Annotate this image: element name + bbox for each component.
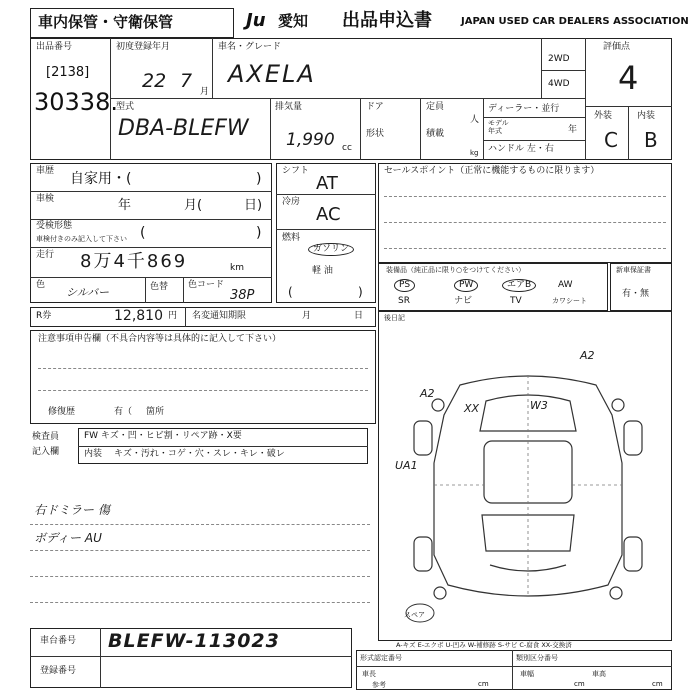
color-code-label: 色コード xyxy=(188,280,225,290)
divider xyxy=(483,140,585,141)
mileage-label: 走行 xyxy=(36,250,55,260)
sales-points-label: セールスポイント（正常に機能するものに限ります） xyxy=(384,166,600,176)
repair-value: 有（ xyxy=(114,407,133,417)
mileage-unit: km xyxy=(230,263,244,273)
divider xyxy=(185,307,186,327)
displacement-label: 排気量 xyxy=(275,102,303,112)
color-change-label: 色替 xyxy=(150,282,169,292)
divider xyxy=(585,38,586,160)
color-label: 色 xyxy=(36,280,46,290)
displacement-value: 1,990 xyxy=(286,130,335,150)
divider xyxy=(356,666,672,667)
inspector-row2-label: 内装 xyxy=(84,449,103,459)
rule xyxy=(38,368,368,369)
warranty-label: 新車保証書 xyxy=(616,266,651,274)
model-year-label: モデル 年式 xyxy=(488,119,509,135)
inspection-day: 日) xyxy=(244,198,263,213)
inspector-row1: FW キズ・凹・ヒビ割・リペア跡・X要 xyxy=(84,431,242,441)
inspector-row2: キズ・汚れ・コゲ・穴・スレ・キレ・破レ xyxy=(114,449,285,459)
aircon-value: AC xyxy=(316,204,341,225)
repair-unit: 箇所 xyxy=(146,407,165,417)
inspector-label-top: 検査員 xyxy=(32,432,60,442)
rule xyxy=(384,248,666,249)
load-unit: kg xyxy=(470,149,479,157)
receipt-open: ( xyxy=(140,225,146,241)
first-registration-label: 初度登録年月 xyxy=(116,42,171,52)
cert-label: 形式認定番号 xyxy=(360,654,402,662)
model-name: AXELA xyxy=(228,60,316,88)
divider xyxy=(30,191,272,192)
rule xyxy=(30,524,370,525)
drive-2wd: 2WD xyxy=(548,54,570,64)
chassis-value: BLEFW-113023 xyxy=(108,630,280,652)
warranty-value: 有・無 xyxy=(622,289,650,299)
shift-value: AT xyxy=(316,173,338,194)
lot-number: 30338. xyxy=(34,88,118,116)
deadline-label: 名変通知期限 xyxy=(192,311,247,321)
deadline-month: 月 xyxy=(302,311,312,321)
rule xyxy=(384,222,666,223)
fuel-diesel: 軽 油 xyxy=(312,266,333,276)
form-title: 出品申込書 xyxy=(342,10,432,31)
divider xyxy=(541,70,585,71)
load-label: 積載 xyxy=(426,129,445,139)
damage-legend: A-キズ E-エクボ U-凹み W-補修跡 S-サビ C-腐食 XX-交換済 xyxy=(396,641,572,649)
history-value: 自家用・( xyxy=(70,171,132,187)
divider xyxy=(270,98,271,160)
capacity-unit: 人 xyxy=(470,115,480,125)
divider xyxy=(483,117,585,118)
vehicle-info-grid xyxy=(30,38,672,160)
type-value: DBA-BLEFW xyxy=(118,116,249,141)
dealer-label: ディーラー・並行 xyxy=(488,104,560,114)
capacity-label: 定員 xyxy=(426,102,445,112)
color-code: 38P xyxy=(230,288,255,303)
height-unit: cm xyxy=(652,680,663,688)
divider xyxy=(183,277,184,303)
divider xyxy=(628,106,629,160)
equipment-aw: AW xyxy=(558,280,573,290)
equipment-tv: TV xyxy=(510,296,522,306)
reference-label: 参考 xyxy=(372,681,386,689)
lot-number-label: 出品番号 xyxy=(36,42,73,52)
divider xyxy=(78,446,368,447)
divider xyxy=(30,247,272,248)
registration-number-label: 登録番号 xyxy=(40,666,77,676)
model-grade-label: 車名・グレード xyxy=(218,42,282,52)
notes-label: 注意事項申告欄（不具合内容等は具体的に記入して下さい） xyxy=(38,334,282,344)
width-unit: cm xyxy=(574,680,585,688)
deadline-day: 日 xyxy=(354,311,364,321)
spec-block xyxy=(356,650,672,690)
ticket-value: 12,810 xyxy=(114,308,163,324)
divider xyxy=(212,38,213,98)
interior-grade: B xyxy=(644,128,658,152)
history-label: 車歴 xyxy=(36,166,55,176)
exterior-label: 外装 xyxy=(594,111,613,121)
shape-label: 形状 xyxy=(366,129,385,139)
inspector-label-bottom: 記入欄 xyxy=(32,447,60,457)
receipt-note: 車検付きのみ記入して下さい xyxy=(36,235,127,243)
equipment-airbag: エアB xyxy=(502,279,536,292)
equipment-ps: PS xyxy=(394,279,415,292)
repair-label: 修復歴 xyxy=(48,407,76,417)
inspection-month: 月( xyxy=(184,198,203,213)
rule xyxy=(384,196,666,197)
damage-a2-left: A2 xyxy=(420,387,435,400)
divider xyxy=(30,656,352,657)
rule xyxy=(30,550,370,551)
color-value: シルバー xyxy=(66,286,109,299)
car-body-diagram xyxy=(400,345,656,625)
equipment-seat: カワシート xyxy=(552,297,587,305)
damage-xx: XX xyxy=(464,402,480,415)
logo-region: 愛知 xyxy=(278,12,309,30)
type-label: 型式 xyxy=(116,102,135,112)
divider xyxy=(276,194,376,195)
ticket-label: R券 xyxy=(36,311,52,321)
divider xyxy=(360,98,361,160)
interior-label: 内装 xyxy=(637,111,656,121)
handwritten-note-mirror: 右ドミラー 傷 xyxy=(34,503,110,517)
fuel-label: 燃料 xyxy=(282,233,301,243)
divider xyxy=(420,98,421,160)
aircon-label: 冷房 xyxy=(282,197,301,207)
inspection-year: 年 xyxy=(118,198,132,213)
height-label: 車高 xyxy=(592,670,606,678)
storage-label: 車内保管・守衛保管 xyxy=(38,13,174,31)
door-label: ドア xyxy=(366,102,384,112)
divider xyxy=(30,219,272,220)
equipment-sr: SR xyxy=(398,296,410,306)
spare-label: スペア xyxy=(404,611,425,619)
score-value: 4 xyxy=(618,59,639,97)
divider xyxy=(30,277,272,278)
after-notes-label: 後日記 xyxy=(384,314,405,322)
divider xyxy=(512,650,513,690)
class-label: 類別区分番号 xyxy=(516,654,558,662)
score-label: 評価点 xyxy=(603,42,631,52)
damage-w3: W3 xyxy=(530,399,548,412)
receipt-close: ) xyxy=(256,225,262,241)
registration-month: 7 xyxy=(180,70,193,92)
equipment-label: 装備品（純正品に限り○をつけてください） xyxy=(386,266,526,274)
logo-mark: Ju xyxy=(246,10,266,31)
length-label: 車長 xyxy=(362,670,376,678)
equipment-navi: ナビ xyxy=(454,296,473,306)
equipment-pw: PW xyxy=(454,279,478,292)
divider xyxy=(145,277,146,303)
length-unit: cm xyxy=(478,680,489,688)
divider xyxy=(276,229,376,230)
divider xyxy=(100,628,101,688)
damage-ua1: UA1 xyxy=(395,459,418,472)
inspection-label: 車検 xyxy=(36,194,55,204)
divider xyxy=(483,98,484,160)
handle-label: ハンドル 左・右 xyxy=(488,144,554,154)
notes-block xyxy=(30,330,376,424)
lot-sub-number: [2138] xyxy=(46,65,90,80)
divider xyxy=(110,98,585,99)
damage-a2-top: A2 xyxy=(580,349,595,362)
mileage-value: 8万4千869 xyxy=(80,251,188,272)
rule xyxy=(38,390,368,391)
rule xyxy=(30,576,370,577)
registration-year: 22 xyxy=(142,70,167,92)
year-unit: 年 xyxy=(568,125,578,135)
association-name: JAPAN USED CAR DEALERS ASSOCIATION xyxy=(461,16,689,27)
ticket-unit: 円 xyxy=(168,311,178,321)
divider xyxy=(541,38,542,98)
drive-4wd: 4WD xyxy=(548,79,570,89)
registration-month-unit: 月 xyxy=(200,87,210,97)
chassis-label: 車台番号 xyxy=(40,636,77,646)
shift-label: シフト xyxy=(282,166,310,176)
fuel-paren-open: ( xyxy=(288,285,293,299)
receipt-label: 受検形態 xyxy=(36,221,73,231)
fuel-paren-close: ) xyxy=(358,285,363,299)
exterior-grade: C xyxy=(604,128,618,152)
history-close: ) xyxy=(256,171,262,187)
rule xyxy=(30,602,370,603)
fuel-gasoline-circled: ガソリン xyxy=(308,243,354,256)
handwritten-note-body: ボディー AU xyxy=(34,531,102,545)
displacement-unit: cc xyxy=(342,143,352,153)
width-label: 車幅 xyxy=(520,670,534,678)
